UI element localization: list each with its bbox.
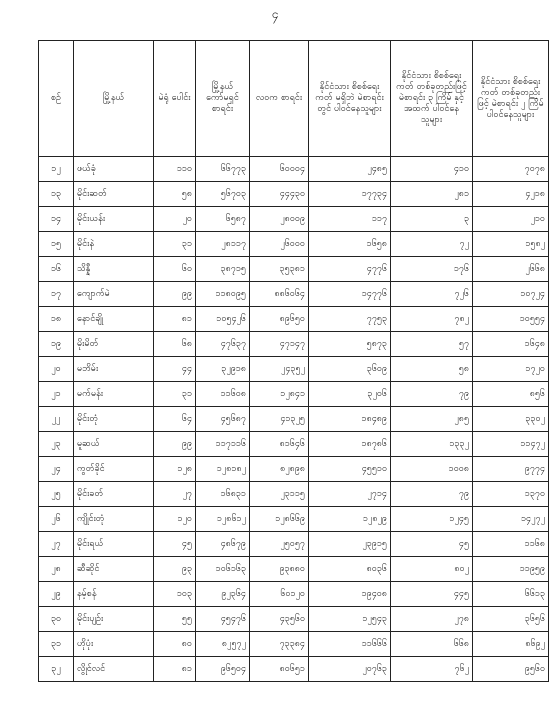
cell-commission-list: ၁၁၆၀၈ bbox=[196, 382, 250, 407]
cell-2-times: ၁၁၄၇၂ bbox=[473, 432, 549, 457]
header-polling-stations: မဲရုံ ပေါင်း bbox=[154, 41, 196, 157]
cell-no-card: ၁၁၇ bbox=[309, 207, 391, 232]
cell-no-card: ၄၅၅၁၀ bbox=[309, 457, 391, 482]
cell-immigration-list: ၉၃၈၈၀ bbox=[250, 557, 309, 582]
cell-no-card: ၁၇၇၃၄ bbox=[309, 182, 391, 207]
cell-commission-list: ၈၂၅၇၂ bbox=[196, 632, 250, 657]
cell-no-card: ၁၈၇၈၆ bbox=[309, 432, 391, 457]
cell-immigration-list: ၁၂၈၆၆၉ bbox=[250, 507, 309, 532]
cell-immigration-list: ၈၀၆၅၁ bbox=[250, 657, 309, 682]
table-row bbox=[39, 332, 549, 357]
cell-3-plus-times: ၇၉ bbox=[391, 482, 473, 507]
cell-serial: ၂၂ bbox=[39, 407, 74, 432]
cell-no-card: ၃၂၀၆ bbox=[309, 382, 391, 407]
table-row bbox=[39, 582, 549, 607]
header-listed-2-times: နိုင်ငံသား စိစစ်ရေးကတ် တစ်ခုတည်းဖြင့် မဲစာရင်း ၂ ကြိမ် ပါဝင်နေသူများ bbox=[473, 41, 549, 157]
table-row bbox=[39, 507, 549, 532]
cell-commission-list: ၃၈၇၁၅ bbox=[196, 257, 250, 282]
cell-no-card: ၂၄၈၅ bbox=[309, 157, 391, 182]
table-row bbox=[39, 207, 549, 232]
cell-polling-stations: ၉၉ bbox=[154, 282, 196, 307]
cell-no-card: ၁၁၆၆၆ bbox=[309, 632, 391, 657]
cell-2-times: ၁၁၆၈ bbox=[473, 532, 549, 557]
cell-immigration-list: ၄၃၅၆၀ bbox=[250, 607, 309, 632]
cell-township: မိုင်းယန်း bbox=[74, 207, 154, 232]
cell-no-card: ၃၆၀၉ bbox=[309, 357, 391, 382]
cell-township: သိန္နီ bbox=[74, 257, 154, 282]
cell-3-plus-times: ၂၇၈ bbox=[391, 607, 473, 632]
cell-polling-stations: ၁၀၃ bbox=[154, 582, 196, 607]
cell-2-times: ၂၁၀ bbox=[473, 207, 549, 232]
table-row bbox=[39, 557, 549, 582]
cell-3-plus-times: ၃ bbox=[391, 207, 473, 232]
cell-commission-list: ၄၅၆၈၇ bbox=[196, 407, 250, 432]
cell-2-times: ၃၆၅၆ bbox=[473, 607, 549, 632]
cell-no-card: ၁၆၅၈ bbox=[309, 232, 391, 257]
cell-township: မိုင်းဆတ် bbox=[74, 182, 154, 207]
header-township: မြို့နယ် bbox=[74, 41, 154, 157]
cell-polling-stations: ၈၁ bbox=[154, 307, 196, 332]
cell-no-card: ၇၇၅၃ bbox=[309, 307, 391, 332]
cell-polling-stations: ၂၇ bbox=[154, 482, 196, 507]
cell-3-plus-times: ၁၇၆ bbox=[391, 257, 473, 282]
cell-2-times: ၁၅၈၂ bbox=[473, 232, 549, 257]
cell-commission-list: ၉၂၃၆၄ bbox=[196, 582, 250, 607]
cell-polling-stations: ၆၀ bbox=[154, 257, 196, 282]
cell-polling-stations: ၅၈ bbox=[154, 182, 196, 207]
cell-serial: ၁၂ bbox=[39, 157, 74, 182]
cell-township: မိုးမိတ် bbox=[74, 332, 154, 357]
cell-no-card: ၂၇၁၄ bbox=[309, 482, 391, 507]
cell-commission-list: ၁၂၈၆၁၂ bbox=[196, 507, 250, 532]
cell-immigration-list: ၈၉၆၅၀ bbox=[250, 307, 309, 332]
cell-2-times: ၁၃၇၀ bbox=[473, 482, 549, 507]
cell-commission-list: ၁၆၈၃၁ bbox=[196, 482, 250, 507]
cell-polling-stations: ၃၁ bbox=[154, 232, 196, 257]
cell-township: မိုင်းနဲ bbox=[74, 232, 154, 257]
cell-2-times: ၆၆၁၃ bbox=[473, 582, 549, 607]
cell-3-plus-times: ၂၈၅ bbox=[391, 407, 473, 432]
table-row bbox=[39, 407, 549, 432]
cell-serial: ၁၉ bbox=[39, 332, 74, 357]
cell-serial: ၂၁ bbox=[39, 382, 74, 407]
cell-immigration-list: ၈၈၆၀၆၄ bbox=[250, 282, 309, 307]
cell-immigration-list: ၈၂၈၉၈ bbox=[250, 457, 309, 482]
cell-2-times: ၁၆၄၈ bbox=[473, 332, 549, 357]
cell-3-plus-times: ၄၁၀ bbox=[391, 157, 473, 182]
table-row bbox=[39, 282, 549, 307]
cell-commission-list: ၁၁၈၀၉၅ bbox=[196, 282, 250, 307]
cell-no-card: ၈၀၃၆ bbox=[309, 557, 391, 582]
cell-commission-list: ၁၁၇၁၁၆ bbox=[196, 432, 250, 457]
cell-commission-list: ၄၅၄၇၆ bbox=[196, 607, 250, 632]
cell-serial: ၂၈ bbox=[39, 557, 74, 582]
cell-commission-list: ၂၈၁၁၇ bbox=[196, 232, 250, 257]
header-serial: စဉ် bbox=[39, 41, 74, 157]
cell-3-plus-times: ၈၀၂ bbox=[391, 557, 473, 582]
cell-serial: ၁၃ bbox=[39, 182, 74, 207]
cell-commission-list: ၄၈၆၇၉ bbox=[196, 532, 250, 557]
cell-township: ဟိုပုံး bbox=[74, 632, 154, 657]
cell-3-plus-times: ၄၄၅ bbox=[391, 582, 473, 607]
cell-township: မိုင်းပျဉ်း bbox=[74, 607, 154, 632]
cell-no-card: ၁၄၇၇၆ bbox=[309, 282, 391, 307]
page-number: ၄ bbox=[271, 7, 279, 21]
cell-3-plus-times: ၅၇ bbox=[391, 332, 473, 357]
cell-no-card: ၅၈၇၃ bbox=[309, 332, 391, 357]
cell-2-times: ၃၃၀၂ bbox=[473, 407, 549, 432]
cell-no-card: ၂၃၉၁၅ bbox=[309, 532, 391, 557]
cell-immigration-list: ၁၂၈၄၁ bbox=[250, 382, 309, 407]
cell-no-card: ၄၇၇၆ bbox=[309, 257, 391, 282]
cell-immigration-list: ၂၈၀၀၉ bbox=[250, 207, 309, 232]
cell-immigration-list: ၂၃၁၁၅ bbox=[250, 482, 309, 507]
table-header bbox=[39, 41, 549, 157]
cell-3-plus-times: ၁၀၀၈ bbox=[391, 457, 473, 482]
cell-township: ကွတ်ခိုင် bbox=[74, 457, 154, 482]
cell-2-times: ၁၀၅၅၄ bbox=[473, 307, 549, 332]
cell-2-times: ၉၇၇၄ bbox=[473, 457, 549, 482]
table-row bbox=[39, 432, 549, 457]
cell-serial: ၂၅ bbox=[39, 482, 74, 507]
cell-commission-list: ၁၀၆၁၆၃ bbox=[196, 557, 250, 582]
cell-township: မိုင်းတုံ bbox=[74, 407, 154, 432]
table-row bbox=[39, 657, 549, 682]
cell-no-card: ၂၀၇၆၃ bbox=[309, 657, 391, 682]
cell-commission-list: ၁၂၈၁၈၂ bbox=[196, 457, 250, 482]
cell-commission-list: ၅၆၇၀၃ bbox=[196, 182, 250, 207]
cell-township: ကျိုင်းတုံ bbox=[74, 507, 154, 532]
table-row bbox=[39, 257, 549, 282]
cell-commission-list: ၃၂၉၁၈ bbox=[196, 357, 250, 382]
cell-polling-stations: ၈၁ bbox=[154, 657, 196, 682]
cell-township: မဘိမ်း bbox=[74, 357, 154, 382]
cell-serial: ၂၃ bbox=[39, 432, 74, 457]
cell-3-plus-times: ၇၉ bbox=[391, 382, 473, 407]
cell-no-card: ၁၂၅၄၃ bbox=[309, 607, 391, 632]
cell-2-times: ၁၀၇၂၄ bbox=[473, 282, 549, 307]
cell-serial: ၂၄ bbox=[39, 457, 74, 482]
cell-immigration-list: ၈၁၆၄၆ bbox=[250, 432, 309, 457]
cell-2-times: ၁၇၂၀ bbox=[473, 357, 549, 382]
cell-polling-stations: ၆၈ bbox=[154, 332, 196, 357]
cell-polling-stations: ၁၁၀ bbox=[154, 157, 196, 182]
cell-3-plus-times: ၁၂၄၅ bbox=[391, 507, 473, 532]
cell-township: နမ့်စန် bbox=[74, 582, 154, 607]
cell-immigration-list: ၄၄၄၃၀ bbox=[250, 182, 309, 207]
cell-serial: ၃၁ bbox=[39, 632, 74, 657]
cell-polling-stations: ၅၅ bbox=[154, 607, 196, 632]
cell-2-times: ၈၆၉၂ bbox=[473, 632, 549, 657]
header-listed-3-plus-times: နိုင်ငံသား စိစစ်ရေးကတ် တစ်ခုတည်းဖြင့် မဲစာရင်း ၃ ကြိမ် နှင့်အထက် ပါဝင်နေသူများ bbox=[391, 41, 473, 157]
cell-commission-list: ၄၇၆၃၇ bbox=[196, 332, 250, 357]
cell-polling-stations: ၆၄ bbox=[154, 407, 196, 432]
cell-no-card: ၁၂၈၂၉ bbox=[309, 507, 391, 532]
cell-no-card: ၁၉၄၀၈ bbox=[309, 582, 391, 607]
cell-3-plus-times: ၇၂၆ bbox=[391, 282, 473, 307]
table-row bbox=[39, 482, 549, 507]
cell-polling-stations: ၁၂၀ bbox=[154, 507, 196, 532]
table-row bbox=[39, 532, 549, 557]
table-row bbox=[39, 157, 549, 182]
cell-serial: ၂၆ bbox=[39, 507, 74, 532]
cell-polling-stations: ၃၁ bbox=[154, 382, 196, 407]
header-immigration-list: လဝက စာရင်း bbox=[250, 41, 309, 157]
cell-commission-list: ၆၆၇၇၃ bbox=[196, 157, 250, 182]
cell-3-plus-times: ၂၈၁ bbox=[391, 182, 473, 207]
cell-2-times: ၁၄၂၇၂ bbox=[473, 507, 549, 532]
cell-immigration-list: ၃၅၃၈၁ bbox=[250, 257, 309, 282]
cell-3-plus-times: ၇၂ bbox=[391, 232, 473, 257]
table-row bbox=[39, 307, 549, 332]
cell-immigration-list: ၆၀၀၀၄ bbox=[250, 157, 309, 182]
cell-no-card: ၁၈၄၈၉ bbox=[309, 407, 391, 432]
table-row bbox=[39, 232, 549, 257]
header-no-card-on-list: နိုင်ငံသား စိစစ်ရေးကတ် မရှိဘဲ မဲစာရင်းတွင် ပါဝင်နေသူများ bbox=[309, 41, 391, 157]
cell-2-times: ၄၂၁၈ bbox=[473, 182, 549, 207]
cell-3-plus-times: ၁၃၃၂ bbox=[391, 432, 473, 457]
table-row bbox=[39, 182, 549, 207]
cell-2-times: ၈၅၆ bbox=[473, 382, 549, 407]
cell-serial: ၁၈ bbox=[39, 307, 74, 332]
cell-immigration-list: ၇၃၃၈၄ bbox=[250, 632, 309, 657]
header-row bbox=[39, 41, 549, 157]
table-row bbox=[39, 632, 549, 657]
cell-township: ဆီဆိုင် bbox=[74, 557, 154, 582]
cell-serial: ၂၀ bbox=[39, 357, 74, 382]
cell-serial: ၃၀ bbox=[39, 607, 74, 632]
table-row bbox=[39, 357, 549, 382]
cell-township: မိုင်းရယ် bbox=[74, 532, 154, 557]
cell-township: ဖယ်ခုံ bbox=[74, 157, 154, 182]
cell-polling-stations: ၂၀ bbox=[154, 207, 196, 232]
table-row bbox=[39, 382, 549, 407]
cell-polling-stations: ၄၄ bbox=[154, 357, 196, 382]
table-body bbox=[39, 157, 549, 682]
cell-3-plus-times: ၇၈၂ bbox=[391, 307, 473, 332]
cell-3-plus-times: ၆၆၈ bbox=[391, 632, 473, 657]
cell-immigration-list: ၆၀၁၂၀ bbox=[250, 582, 309, 607]
header-commission-list: မြို့နယ် ကော်မရှင် စာရင်း bbox=[196, 41, 250, 157]
cell-township: လွိုင်လင် bbox=[74, 657, 154, 682]
cell-serial: ၂၇ bbox=[39, 532, 74, 557]
cell-3-plus-times: ၇၆၂ bbox=[391, 657, 473, 682]
cell-polling-stations: ၈၀ bbox=[154, 632, 196, 657]
cell-township: မက်မန်း bbox=[74, 382, 154, 407]
table-row bbox=[39, 607, 549, 632]
cell-immigration-list: ၂၆၀၀၀ bbox=[250, 232, 309, 257]
cell-2-times: ၇၀၇၈ bbox=[473, 157, 549, 182]
cell-commission-list: ၁၀၅၄၂၆ bbox=[196, 307, 250, 332]
cell-commission-list: ၉၆၅၀၄ bbox=[196, 657, 250, 682]
cell-polling-stations: ၁၂၈ bbox=[154, 457, 196, 482]
cell-serial: ၁၆ bbox=[39, 257, 74, 282]
cell-township: မူဆယ် bbox=[74, 432, 154, 457]
cell-immigration-list: ၄၇၁၄၇ bbox=[250, 332, 309, 357]
cell-commission-list: ၆၅၈၇ bbox=[196, 207, 250, 232]
cell-3-plus-times: ၅၈ bbox=[391, 357, 473, 382]
cell-2-times: ၂၆၆၈ bbox=[473, 257, 549, 282]
cell-serial: ၁၅ bbox=[39, 232, 74, 257]
cell-township: မိုင်းခတ် bbox=[74, 482, 154, 507]
cell-township: နောင်ချို bbox=[74, 307, 154, 332]
cell-3-plus-times: ၄၅ bbox=[391, 532, 473, 557]
cell-serial: ၁၇ bbox=[39, 282, 74, 307]
cell-immigration-list: ၂၄၃၅၂ bbox=[250, 357, 309, 382]
cell-serial: ၂၉ bbox=[39, 582, 74, 607]
cell-polling-stations: ၉၃ bbox=[154, 557, 196, 582]
cell-immigration-list: ၄၁၃၂၅ bbox=[250, 407, 309, 432]
cell-2-times: ၉၅၆၀ bbox=[473, 657, 549, 682]
cell-polling-stations: ၄၅ bbox=[154, 532, 196, 557]
voter-list-table bbox=[38, 40, 549, 682]
table-row bbox=[39, 457, 549, 482]
cell-serial: ၃၂ bbox=[39, 657, 74, 682]
cell-serial: ၁၄ bbox=[39, 207, 74, 232]
cell-immigration-list: ၂၅၀၅၇ bbox=[250, 532, 309, 557]
cell-2-times: ၁၁၉၅၉ bbox=[473, 557, 549, 582]
cell-township: ကျောက်မဲ bbox=[74, 282, 154, 307]
cell-polling-stations: ၉၉ bbox=[154, 432, 196, 457]
